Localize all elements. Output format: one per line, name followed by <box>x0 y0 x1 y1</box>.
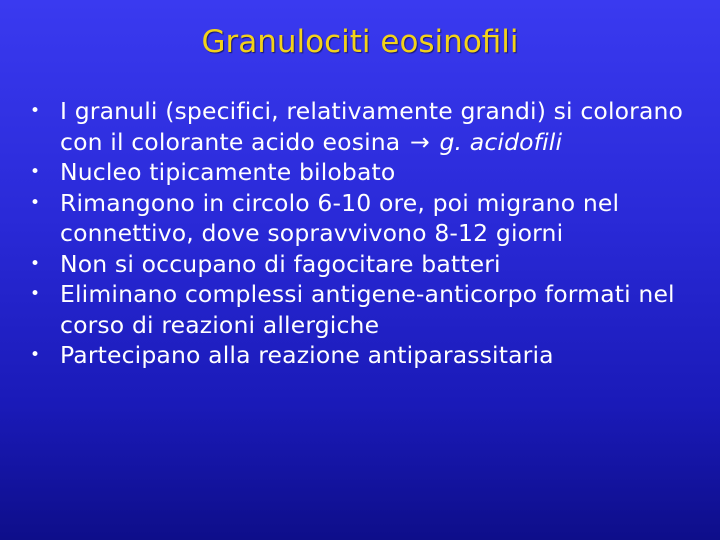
bullet-italic-text: g. acidofili <box>439 127 563 156</box>
bullet-text: I granuli (specifici, relativamente grandi) si colorano con il colorante acido eosina <box>60 97 684 156</box>
bullet-item-antiparassitaria <box>28 340 698 371</box>
bullet-text: Eliminano complessi antigene-anticorpo formati nel corso di reazioni allergiche <box>60 280 675 339</box>
bullet-text: Nucleo tipicamente bilobato <box>60 158 396 186</box>
slide-title: Granulociti eosinofili <box>201 24 519 60</box>
bullet-item-granuli <box>28 96 698 157</box>
bullet-list <box>28 96 698 371</box>
bullet-text: Non si occupano di fagocitare batteri <box>60 249 501 278</box>
arrow-right-icon: → <box>410 127 430 156</box>
bullet-item-complessi <box>28 279 698 340</box>
bullet-icon: • <box>30 345 41 365</box>
bullet-text: Rimangono in circolo 6-10 ore, poi migrano nel connettivo, dove sopravvivono 8-12 giorni <box>60 188 620 247</box>
bullet-icon: • <box>30 101 41 121</box>
bullet-item-circolo <box>28 188 698 249</box>
bullet-icon: • <box>30 253 41 274</box>
bullet-icon: • <box>30 192 41 213</box>
bullet-text: Partecipano alla reazione antiparassitaria <box>60 341 554 369</box>
bullet-icon: • <box>30 162 41 182</box>
bullet-item-nucleo <box>28 157 698 188</box>
bullet-item-fagocitare <box>28 249 698 280</box>
bullet-icon: • <box>30 284 41 304</box>
